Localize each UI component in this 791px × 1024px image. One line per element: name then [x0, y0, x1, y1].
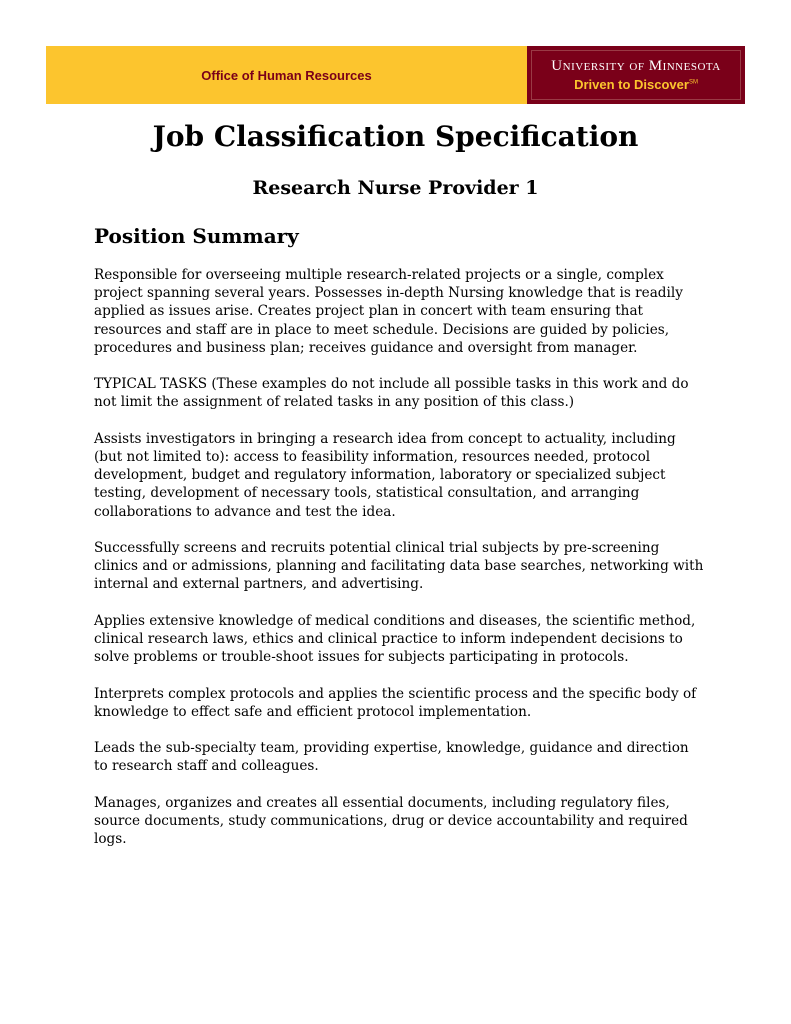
summary-paragraph: Responsible for overseeing multiple research-related projects or a single, complex project spanning several years. Possesses in-depth Nursing knowledge that is readily applied as issues arise. Creates project plan in concert with team ensuring that resources and staff are in place to meet schedule. Decisions are guided by policies, procedures and business plan; receives guidance and oversight from manager.: [94, 267, 683, 356]
task-paragraph: Successfully screens and recruits potential clinical trial subjects by pre-screening clinics and or admissions, planning and facilitating data base searches, networking with internal and external partners, and advertising.: [94, 540, 704, 593]
university-logo: [527, 46, 745, 104]
university-tagline: [574, 78, 698, 91]
task-paragraph: Leads the sub-specialty team, providing expertise, knowledge, guidance and direction to research staff and colleagues.: [94, 740, 689, 775]
task-paragraph: Applies extensive knowledge of medical conditions and diseases, the scientific method, clinical research laws, ethics and clinical practice to inform independent decisions to solve problems or trouble-shoot issues for subjects participating in protocols.: [94, 612, 696, 666]
task-paragraph: Interprets complex protocols and applies the scientific process and the specific body of knowledge to effect safe and efficient protocol implementation.: [94, 685, 697, 720]
university-name: University of Minnesota: [551, 58, 721, 74]
position-summary-body: [94, 266, 706, 867]
task-paragraph: Assists investigators in bringing a research idea from concept to actuality, including (but not limited to): access to feasibility information, resources needed, protocol development, budget and regulatory information, laboratory or specialized subject testing, development of necessary tools, statistical consultation, and arranging collaborations to advance and test the idea.: [94, 430, 676, 520]
section-heading: Position Summary: [94, 224, 299, 248]
service-mark: SM: [688, 79, 698, 86]
typical-tasks-paragraph: TYPICAL TASKS (These examples do not include all possible tasks in this work and do not limit the assignment of related tasks in any position of this class.): [94, 376, 689, 411]
office-label: Office of Human Resources: [201, 67, 372, 83]
task-paragraph: Manages, organizes and creates all essential documents, including regulatory files, source documents, study communications, drug or device accountability and required logs.: [94, 794, 688, 848]
office-band: [46, 46, 527, 104]
job-title: Research Nurse Provider 1: [252, 177, 539, 199]
tagline-text: Driven to Discover: [574, 77, 689, 92]
document-title: Job Classification Specification: [152, 120, 639, 153]
header-banner: [46, 46, 745, 104]
